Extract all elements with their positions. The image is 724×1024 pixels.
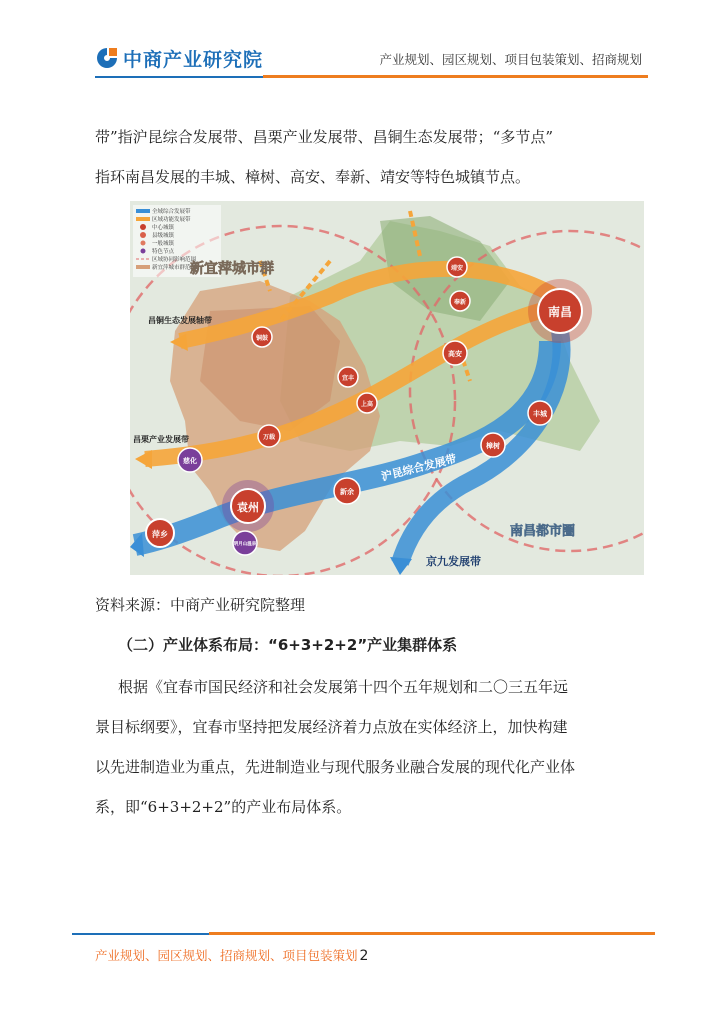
label-hukun-belt: 沪昆综合发展带 (380, 453, 458, 484)
label-jingjiu-belt: 京九发展带 (426, 556, 481, 568)
legend-item: 新宜萍城市群范围 (152, 265, 197, 271)
logo-text: 中商产业研究院 (123, 48, 264, 71)
svg-text:宜丰: 宜丰 (341, 376, 355, 382)
svg-text:袁州: 袁州 (237, 502, 259, 514)
svg-text:新余: 新余 (340, 489, 354, 496)
footer-text: 产业规划、园区规划、招商规划、项目包装策划 (95, 948, 358, 963)
footer-divider-blue (72, 933, 209, 935)
section-heading: （二）产业体系布局：“6+3+2+2”产业集群体系 (118, 636, 458, 654)
page-number: 2 (359, 948, 369, 964)
header-divider-blue (95, 76, 263, 78)
legend-item: 区域功能发展带 (152, 217, 191, 223)
svg-text:丰城: 丰城 (533, 411, 547, 418)
label-nanchang-circle: 南昌都市圈 (510, 523, 576, 538)
footer (95, 946, 368, 964)
legend-item: 全域综合发展带 (152, 209, 191, 215)
legend-item: 特色节点 (152, 249, 175, 255)
paragraph-line: 带”指沪昆综合发展带、昌栗产业发展带、昌铜生态发展带；“多节点” (95, 128, 554, 146)
legend-item: 一般城镇 (152, 241, 175, 247)
legend-item: 区域协同影响范围 (152, 257, 197, 263)
logo-icon (95, 46, 119, 70)
header-divider-orange (263, 75, 648, 78)
svg-text:高安: 高安 (448, 351, 462, 358)
paragraph-line: 指环南昌发展的丰城、樟树、高安、奉新、靖安等特色城镇节点。 (95, 168, 531, 186)
label-xinyiping: 新宜萍城市群 (190, 260, 274, 276)
svg-text:万载: 万载 (262, 435, 276, 441)
svg-text:上高: 上高 (360, 402, 374, 408)
header-tagline: 产业规划、园区规划、项目包装策划、招商规划 (379, 52, 642, 67)
label-changli-belt: 昌栗产业发展带 (133, 435, 189, 444)
legend-item: 县级城镇 (152, 233, 175, 239)
regional-planning-map (130, 201, 644, 575)
paragraph-line: 系，即“6+3+2+2”的产业布局体系。 (95, 798, 352, 816)
svg-text:慈化: 慈化 (183, 458, 197, 465)
svg-text:南昌: 南昌 (547, 305, 573, 319)
legend-item: 中心城镇 (152, 225, 175, 231)
label-changtong-belt: 昌铜生态发展轴带 (148, 316, 212, 325)
svg-text:樟树: 樟树 (486, 443, 500, 450)
svg-text:萍乡: 萍乡 (152, 530, 168, 539)
figure-source: 资料来源：中商产业研究院整理 (95, 596, 306, 614)
paragraph-line: 以先进制造业为重点，先进制造业与现代服务业融合发展的现代化产业体 (95, 758, 576, 776)
svg-text:奉新: 奉新 (453, 300, 467, 306)
footer-divider-orange (209, 932, 655, 935)
svg-text:明月山温泉: 明月山温泉 (233, 541, 257, 546)
svg-text:铜鼓: 铜鼓 (255, 336, 269, 342)
paragraph-line: 根据《宜春市国民经济和社会发展第十四个五年规划和二〇三五年远 (118, 678, 569, 696)
svg-text:靖安: 靖安 (450, 266, 464, 272)
company-logo (95, 44, 263, 72)
paragraph-line: 景目标纲要》，宜春市坚持把发展经济着力点放在实体经济上，加快构建 (95, 718, 568, 736)
